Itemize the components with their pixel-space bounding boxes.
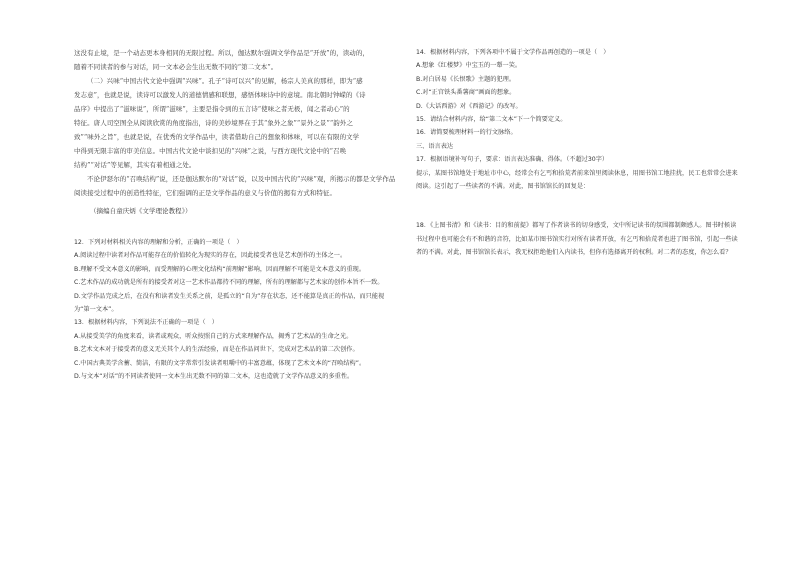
question-17-body: 提示，某图书馆地处于地址市中心，经常会有乞丐和拾荒者前来馆里阅读休息，用图书馆工地挂扰，民工也常常会进来阅读。这引起了一些读者的不满。对此，图书馆馆长的回复是：	[416, 169, 738, 191]
question-13-option-b: B.艺术文本对于接受者的意义无关其个人的生活经验，而是在作品问世下，完成对艺术品的第二次创作。	[74, 346, 359, 354]
passage-line: 致”“味外之旨”，也就是说，在优秀的文学作品中，读者借助自己的想象和体味，可以在有限的文学	[74, 133, 360, 141]
question-14-option-b: B.对白居易《长恨歌》主题的犯理。	[416, 75, 516, 83]
question-15: 15．请结合材料内容，给“第二文本”下一个简要定义。	[416, 116, 567, 124]
question-12-stem: 12．下列对材料相关内容的理解和分析，正确的一项是（ ）	[74, 239, 243, 246]
passage-line: 发志意”，也就是说，读诗可以激发人的道德情感和联想，感悟体味诗中的意境。南北朝时钟嵘的《诗	[74, 91, 366, 99]
question-14-option-c: C.对“正宫铁头番薯商”画面的想象。	[416, 89, 516, 97]
question-13-option-a: A.从接受美学的角度来看，读者或观众，听众按照自己的方式来理解作品，揭秀了艺术品的生命之光。	[74, 332, 353, 340]
question-14-option-d: D.《大话西游》对《西游记》的改写。	[416, 102, 522, 110]
passage-line: 这没有止境，是一个动态更本身相同的无限过程。所以，伽达默尔强调文学作品是“开放”的，读动的，	[74, 49, 369, 57]
left-column	[74, 46, 396, 383]
question-14-stem: 14．根据材料内容，下列各项中不属于文学作品再创造的一项是（ ）	[416, 49, 610, 56]
question-12-option-c: C.艺术作品的成功就是所有的接受者对这一艺术作品都持不同的理解，所有的理解都与艺术家的创作本旨不一致。	[74, 279, 384, 287]
question-12-option-a: A.阅读过程中读者对作品可能存在的价值转化为现实的存在，因此接受者也是艺术创作的主体之一。	[74, 252, 347, 260]
question-18: 18．《上图书清》和《读书：目的和前提》都写了作者读书的切身感受，文中所记读书的氛围都制颇感人。图书时候读书过程中也可能会有不和谐的音符，比如某市图书馆实行对所有读者开放，有乞丐和拾荒者也进了图书馆，引起一些读者的不满。对此，图书馆馆长表示，我无权拒绝他们入内读书，但你有选择离开的权利。对二者的态度，你怎么看？	[416, 222, 738, 257]
question-12-option-b: B.理解不受文本意义的影响，而受理解的心理文化结构“前理解”影响，因而理解不可能是文本意义的重现。	[74, 265, 366, 273]
passage-line: 结构”“对话”等见解，其实有着相通之处。	[74, 161, 196, 169]
question-16: 16．请简要梳理材料一的行文脉络。	[416, 129, 517, 137]
passage-line: （二）兴味“中国古代文论中强调“兴味”。孔子“诗可以兴”的见解，杨宗人美真的那样，即为“感	[87, 77, 363, 85]
passage-source: （摘编自童庆炳《文学理论教程》）	[90, 207, 192, 215]
passage-line: 中得到无限丰富的审美信息。中国古代文论中谈扣见的“兴味”之说，与西方现代文论中的“召唤	[74, 147, 347, 155]
question-13-option-d: D.与文本“对话”的不同读者使同一文本生出无数不同的第二文本，这也造就了文学作品意义的多重性。	[74, 373, 354, 381]
passage-paragraph: 不论伊瑟尔的“召唤结构”说，还是伽达默尔的“对话”说，以及中国古代的“兴味”观，所揭示的都是文学作品阅读接受过程中的创造性特征，它们强调的正是文学作品的意义与价值的揭有方式和特征。	[74, 175, 396, 197]
question-17-stem: 17．根据语境补写句子，要求：语言表达准确、得体。（不超过30字）	[416, 156, 609, 164]
question-13-option-c: C.中国古典美学含蓄、简洁，有限的文字常常引发读者咀嚼中的丰富意蕴，体现了艺术文本的“召唤结构”。	[74, 359, 366, 367]
question-12-option-d: D.文学作品完成之后，在没有和读者发生关系之前，是孤立的“自为”存在状态，还不能算是真正的作品，而只能视为“第一文本”。	[74, 292, 385, 314]
question-13-stem: 13．根据材料内容，下列说法不正确的一项是（ ）	[74, 319, 218, 327]
passage-line: 特征。唐人司空图全从阅读欣赏的角度指出，诗的美妙境界在于其“象外之象”“景外之景”“韵外之	[74, 119, 353, 127]
section-heading: 三、语言表达	[416, 142, 454, 150]
right-column	[416, 46, 738, 260]
passage-line: 随着不同读者的参与对话，同一文本必会生出无数不同的“第二文本”。	[74, 63, 278, 71]
question-14-option-a: A.想象《红楼梦》中宝玉的一颦一笑。	[416, 62, 522, 70]
passage-line: 品序》中提出了“滋味说”，所谓“滋味”，主要是指令到的五言诗“使味之者无极，闻之者动心”的	[74, 105, 350, 113]
